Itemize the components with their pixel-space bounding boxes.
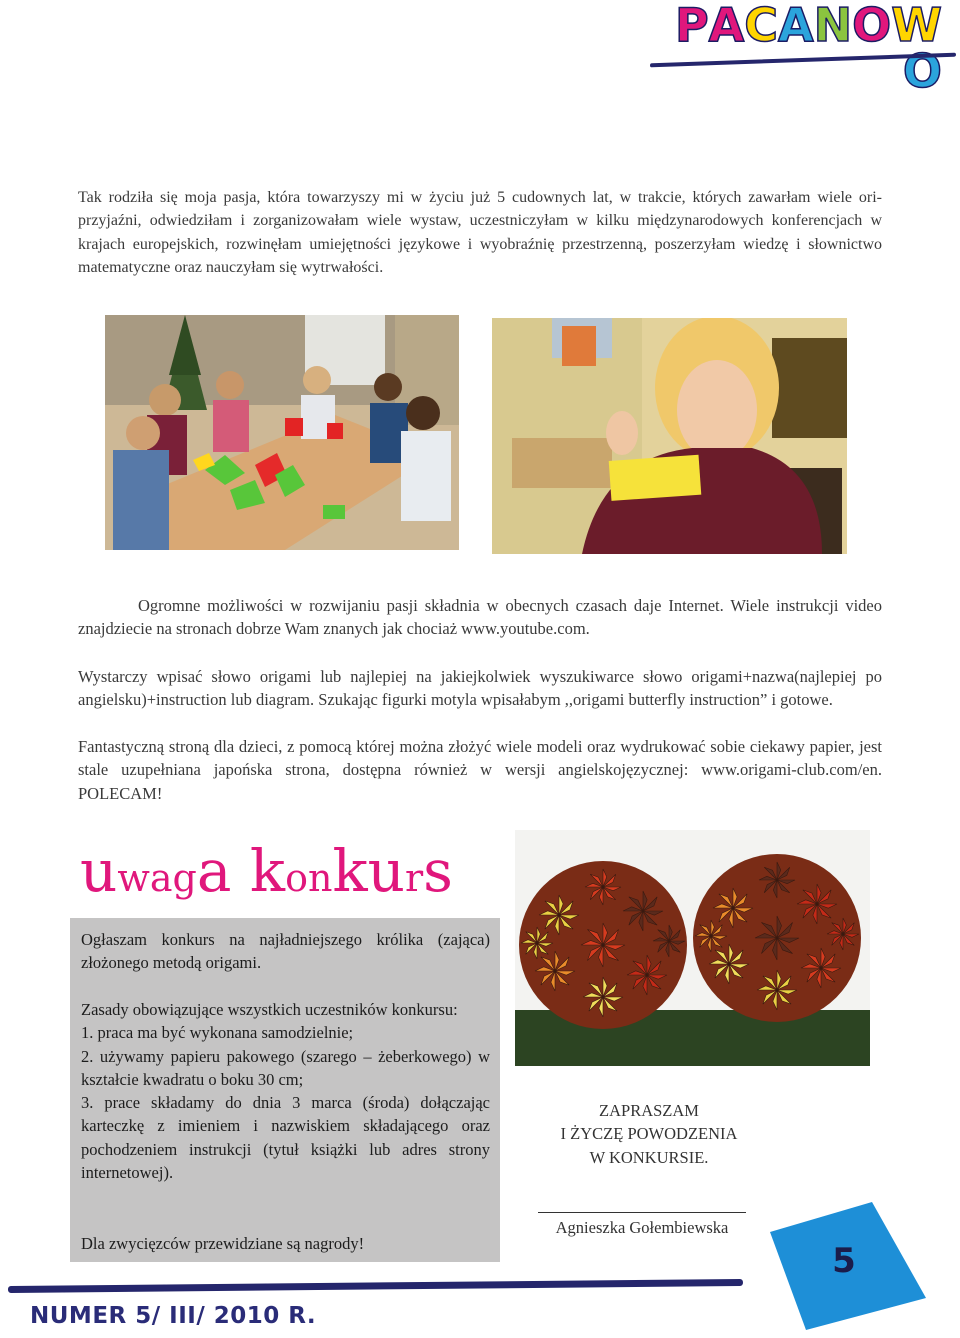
rules-title: Zasady obowiązujące wszystkich uczestników konkursu: <box>81 1000 458 1019</box>
signature-line <box>538 1212 746 1213</box>
kusudama-flower <box>709 944 749 984</box>
rule-item: 2. używamy papieru pakowego (szarego – żeberkowego) w kształcie kwadratu o boku 30 cm; <box>81 1046 490 1089</box>
photo-origami-kusudama <box>515 830 870 1066</box>
kusudama-flower <box>585 869 621 905</box>
invitation-line: W KONKURSIE. <box>589 1147 709 1167</box>
invitation-line: ZAPRASZAM <box>599 1101 699 1120</box>
kusudama-flower <box>695 920 727 952</box>
photo-girl-origami <box>492 318 847 554</box>
paragraph-search-tip: Wystarczy wpisać słowo origami lub najlepiej na jakiejkolwiek wyszukiwarce słowo origami+nazwa(najlepiej po angielsku)+instruction lub diagram. Szukając figurki motyla wpisałabym ,,origami butterfly instruction” i gotowe. <box>78 667 882 710</box>
heading-fragment: ag <box>149 856 197 900</box>
heading-fragment: n <box>307 856 333 900</box>
kusudama-photo-illustration <box>515 830 870 1066</box>
issue-number: NUMER 5/ III/ 2010 R. <box>30 1303 317 1329</box>
kusudama-flower <box>623 891 663 931</box>
logo-letter: P <box>674 0 709 52</box>
kusudama-flower <box>757 970 797 1010</box>
classroom-photo-illustration <box>105 315 459 550</box>
kusudama-flower <box>827 918 859 950</box>
rule-item: 1. praca ma być wykonana samodzielnie; <box>81 1023 354 1043</box>
rule-item: 3. prace składamy do dnia 3 marca (środa) dołączając karteczkę z imieniem i nazwiskiem składającego oraz pochodzeniem instrukcji (tytuł książki lub adres strony internetowej). <box>81 1093 490 1183</box>
kusudama-flower <box>801 948 841 988</box>
kusudama-flower <box>759 862 795 898</box>
logo-letter: O <box>902 44 942 98</box>
invitation <box>535 1099 763 1169</box>
contest-prizes: Dla zwycięzców przewidziane są nagrody! <box>81 1234 365 1253</box>
signature-name: Agnieszka Gołembiewska <box>555 1218 729 1237</box>
heading-fragment: s <box>423 837 453 905</box>
heading-fragment: a <box>196 837 232 905</box>
kusudama-flower <box>583 977 623 1017</box>
paragraph-origami-club: Fantastyczną stroną dla dzieci, z pomocą której można złożyć wiele modeli oraz wydrukować sobie ciekawy papier, jest stale uzupełniana japońska strona, dostępna również w wersji angielskojęzycznej: www.origami-club.com/en. POLECAM! <box>78 737 882 803</box>
contest-intro: Ogłaszam konkurs na najładniejszego królika (zająca) złożonego metodą origami. <box>81 930 490 973</box>
heading-fragment: w <box>117 856 150 900</box>
contest-heading <box>80 838 453 911</box>
heading-fragment: u <box>80 837 118 905</box>
contest-rules <box>81 998 490 1184</box>
invitation-line: I ŻYCZĘ POWODZENIA <box>560 1124 738 1144</box>
logo-letter: O <box>852 0 892 52</box>
pacanowo-logo <box>646 0 942 98</box>
kusudama-flower <box>653 925 685 957</box>
kusudama-flower <box>539 895 579 935</box>
kusudama-flower <box>755 916 799 960</box>
girl-photo-illustration <box>492 318 847 554</box>
photo-classroom-origami <box>105 315 459 550</box>
logo-letter: W <box>891 0 942 52</box>
logo-letter: C <box>744 0 779 52</box>
logo-letter: A <box>708 0 745 52</box>
heading-fragment: ku <box>332 837 405 905</box>
kusudama-flower <box>535 951 575 991</box>
logo-letter: N <box>813 0 853 52</box>
footer-divider <box>8 1279 743 1293</box>
kusudama-flower <box>797 884 837 924</box>
heading-fragment: k <box>231 837 286 905</box>
kusudama-flower <box>627 955 667 995</box>
paragraph-intro: Tak rodziła się moja pasja, która towarzyszy mi w życiu już 5 cudownych lat, w trakcie, których zawarłam wiele ori-przyjaźni, odwiedziłam i zorganizowałam wiele wystaw, uczestniczyłam w kilku międzynarodowych konferencjach w krajach europejskich, rozwinęłam umiejętności językowe i wyobraźnię przestrzenną, poszerzyłam wiedzę i słownictwo matematyczne oraz nauczyłam się wytrwałości. <box>78 189 882 276</box>
kusudama-flower <box>581 923 625 967</box>
page-number: 5 <box>832 1241 856 1281</box>
paragraph-internet: Ogromne możliwości w rozwijaniu pasji składnia w obecnych czasach daje Internet. Wiele instrukcji video znajdziecie na stronach dobrze Wam znanych jak chociaż www.youtube.com. <box>78 596 882 639</box>
kusudama-flower <box>713 888 753 928</box>
page-number-badge <box>760 1198 930 1333</box>
kusudama-flower <box>521 927 553 959</box>
heading-fragment: o <box>285 856 308 900</box>
heading-fragment: r <box>404 856 424 900</box>
logo-letter: A <box>778 0 814 52</box>
